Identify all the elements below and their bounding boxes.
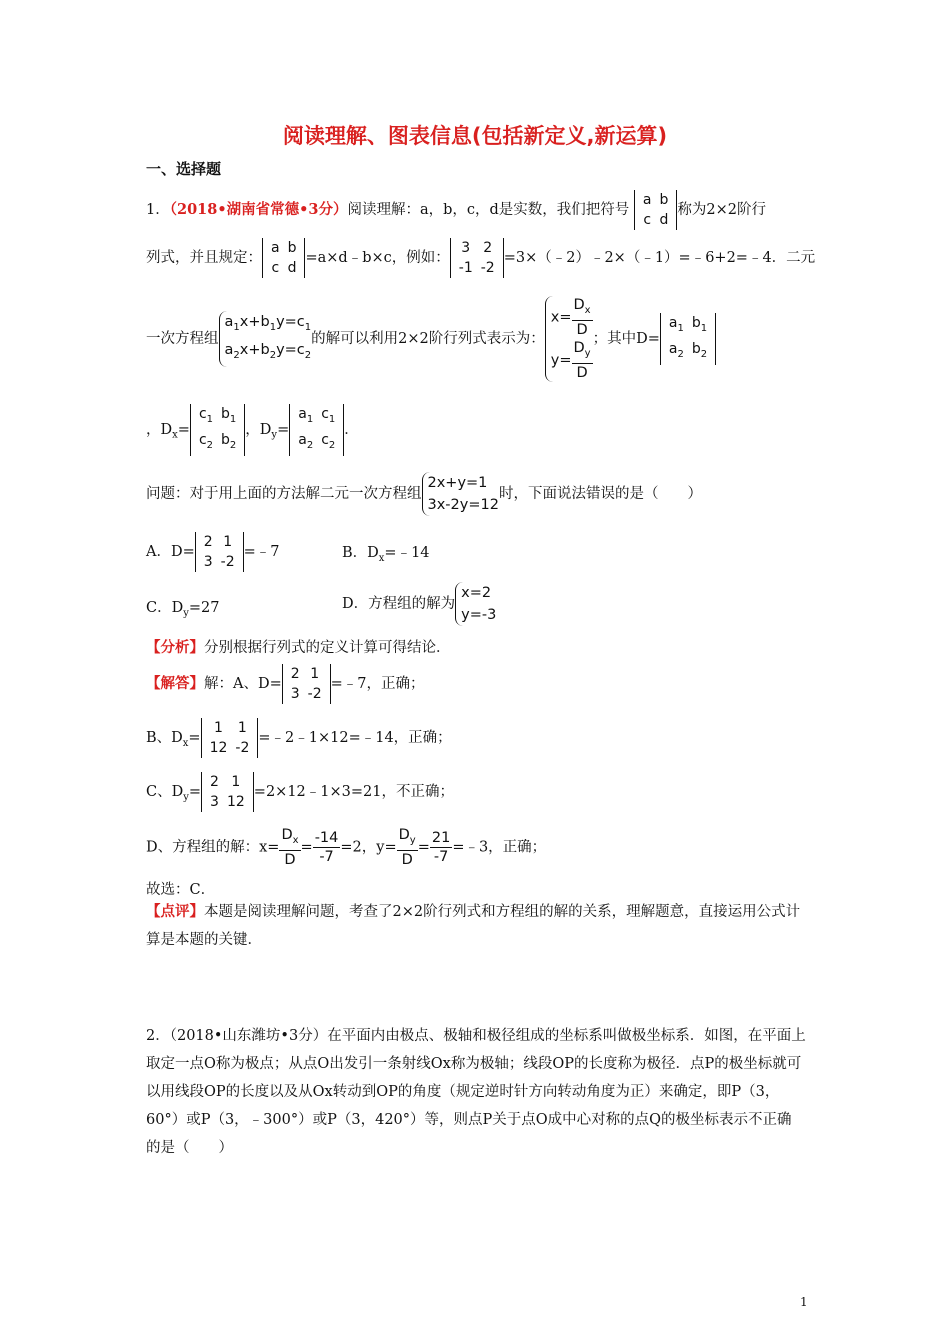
answer-d: D、方程组的解：x= $\frac{D_x}{D}$ = $\frac{-14}{-7}$ =2，y= $\frac{D_y}{D}$ = $\frac{21}{-7}$ =﹣3，正确； (146, 827, 547, 868)
q1-question-tail: 时，下面说法错误的是（ ） (498, 486, 702, 502)
answer-d-y-fraction: $\frac{D_y}{D}$ (398, 827, 416, 868)
option-a-value: =﹣7 (243, 544, 280, 560)
determinant-Dx: $c_1$ $b_1$ $c_2$ $b_2$ (190, 404, 245, 456)
answer-d-x-value: $\frac{-14}{-7}$ (314, 829, 339, 865)
specific-equation-system: 2x+y=1 3x-2y=12 (422, 472, 499, 516)
q1-example-result: =3×（﹣2）﹣2×（﹣1）=﹣6+2=﹣4．二元 (503, 250, 816, 266)
q1-line-1 (146, 190, 766, 230)
answer-d-label: D、方程组的解：x= (146, 839, 280, 856)
q1-source: （2018•湖南省常德•3分） (169, 201, 348, 218)
option-c-value: =27 (188, 600, 220, 616)
q1-solution-text: 的解可以利用2×2阶行列式表示为： (311, 330, 545, 347)
comment (146, 898, 806, 954)
answer-d-mid: =2，y= (340, 839, 397, 856)
answer-b-label: B、D (146, 730, 183, 746)
q1-d-label: ；其中D= (592, 330, 660, 347)
general-equation-system: $a_1x+b_1y=c_1$ $a_2x+b_2y=c_2$ (219, 311, 312, 367)
answer-a-result: =﹣7，正确； (330, 676, 425, 692)
answer-tag: 【解答】 (146, 675, 204, 692)
determinant-definition: a b c d (262, 238, 305, 278)
answer-a-label: 解：A、D= (204, 676, 282, 692)
answer-b-determinant: 1 1 12 -2 (201, 718, 259, 758)
answer-a (146, 664, 425, 704)
option-d (342, 582, 496, 626)
q1-question (146, 472, 702, 516)
q1-line-3 (146, 296, 716, 382)
q1-intro-text: 阅读理解：a，b，c，d是实数，我们把符号 (347, 202, 630, 218)
dy-label: ，D (245, 421, 272, 438)
option-c-sub: y (183, 607, 189, 619)
option-b-label: B．D (342, 545, 379, 561)
answer-c-result: =2×12﹣1×3=21，不正确； (253, 784, 454, 800)
analysis (146, 636, 451, 657)
q1-question-text: 问题：对于用上面的方法解二元一次方程组 (146, 486, 422, 502)
analysis-tag: 【分析】 (146, 639, 204, 656)
determinant-D: $a_1$ $b_1$ $a_2$ $b_2$ (660, 313, 716, 365)
option-d-label: D．方程组的解为 (342, 596, 456, 612)
dy-sub: y (271, 429, 278, 441)
comment-text: 本题是阅读理解问题，考查了2×2阶行列式和方程组的解的关系，理解题意，直接运用公式计算是本题的关键． (146, 904, 801, 948)
dx-sub: x (172, 429, 178, 441)
option-a-determinant: 2 1 3 -2 (195, 532, 244, 572)
page-title: 阅读理解、图表信息(包括新定义,新运算) (282, 124, 668, 148)
q1-number: 1． (146, 202, 170, 218)
option-d-system: x=2 y=-3 (455, 582, 496, 626)
answer-c-label: C、D (146, 784, 184, 800)
determinant-example: 3 2 -1 -2 (450, 238, 504, 278)
option-b (342, 541, 430, 564)
q1-def-formula: =a×d﹣b×c，例如： (305, 250, 450, 266)
answer-d-result: =﹣3，正确； (452, 839, 547, 856)
determinant-symbol: a b c d (634, 190, 677, 230)
page-number: 1 (800, 1295, 808, 1309)
section-heading: 一、选择题 (146, 160, 222, 178)
answer-d-x-fraction: $\frac{D_x}{D}$ (281, 827, 299, 868)
option-b-sub: x (378, 552, 385, 564)
option-c (146, 596, 220, 619)
option-a (146, 532, 280, 572)
answer-c-determinant: 2 1 3 12 (201, 772, 254, 812)
determinant-Dy: $a_1$ $c_1$ $a_2$ $c_2$ (289, 404, 344, 456)
q2-text: 2．（2018•山东潍坊•3分）在平面内由极点、极轴和极径组成的坐标系叫做极坐标系．如图，在平面上取定一点O称为极点；从点O出发引一条射线Ox称为极轴；线段OP的长度称为极径．点P的极坐标就可以用线段OP的长度以及从Ox转动到OP的角度（规定逆时针方向转动角度为正）来确定，即P（3，60°）或P（3，﹣300°）或P（3，420°）等，则点P关于点O成中心对称的点Q的极坐标表示不正确的是（ ） (146, 1028, 806, 1156)
answer-d-y-value: $\frac{21}{-7}$ (431, 829, 451, 865)
comment-tag: 【点评】 (146, 903, 204, 920)
analysis-text: 分别根据行列式的定义计算可得结论． (204, 640, 451, 656)
cramer-solution: x= $\frac{D_x}{D}$ y= $\frac{D_y}{D}$ (545, 296, 593, 382)
option-c-label: C．D (146, 600, 184, 616)
q1-line-2 (146, 238, 815, 278)
answer-b: B、$D_x=$ 1 1 12 -2 =﹣2﹣1×12=﹣14，正确； (146, 720, 452, 756)
choose-answer: 故选：C． (146, 882, 216, 898)
q1-def-text: 列式，并且规定： (146, 250, 262, 266)
q1-intro-text-2: 称为2×2阶行 (677, 202, 766, 218)
q1-line-4: ，$D_x=$ $c_1$ $b_1$ $c_2$ $b_2$ ，$D_y=$ $a_1$ $c_1$ $a_2$ $c_2$ ． (146, 404, 359, 456)
option-b-value: =﹣14 (384, 545, 430, 561)
answer-a-determinant: 2 1 3 -2 (282, 664, 331, 704)
dx-label: ，D (146, 421, 173, 438)
option-a-label: A．D= (146, 544, 195, 560)
q1-system-text: 一次方程组 (146, 330, 219, 347)
answer-c: C、$D_y=$ 2 1 3 12 =2×12﹣1×3=21，不正确； (146, 774, 454, 810)
answer-b-result: =﹣2﹣1×12=﹣14，正确； (258, 730, 452, 746)
